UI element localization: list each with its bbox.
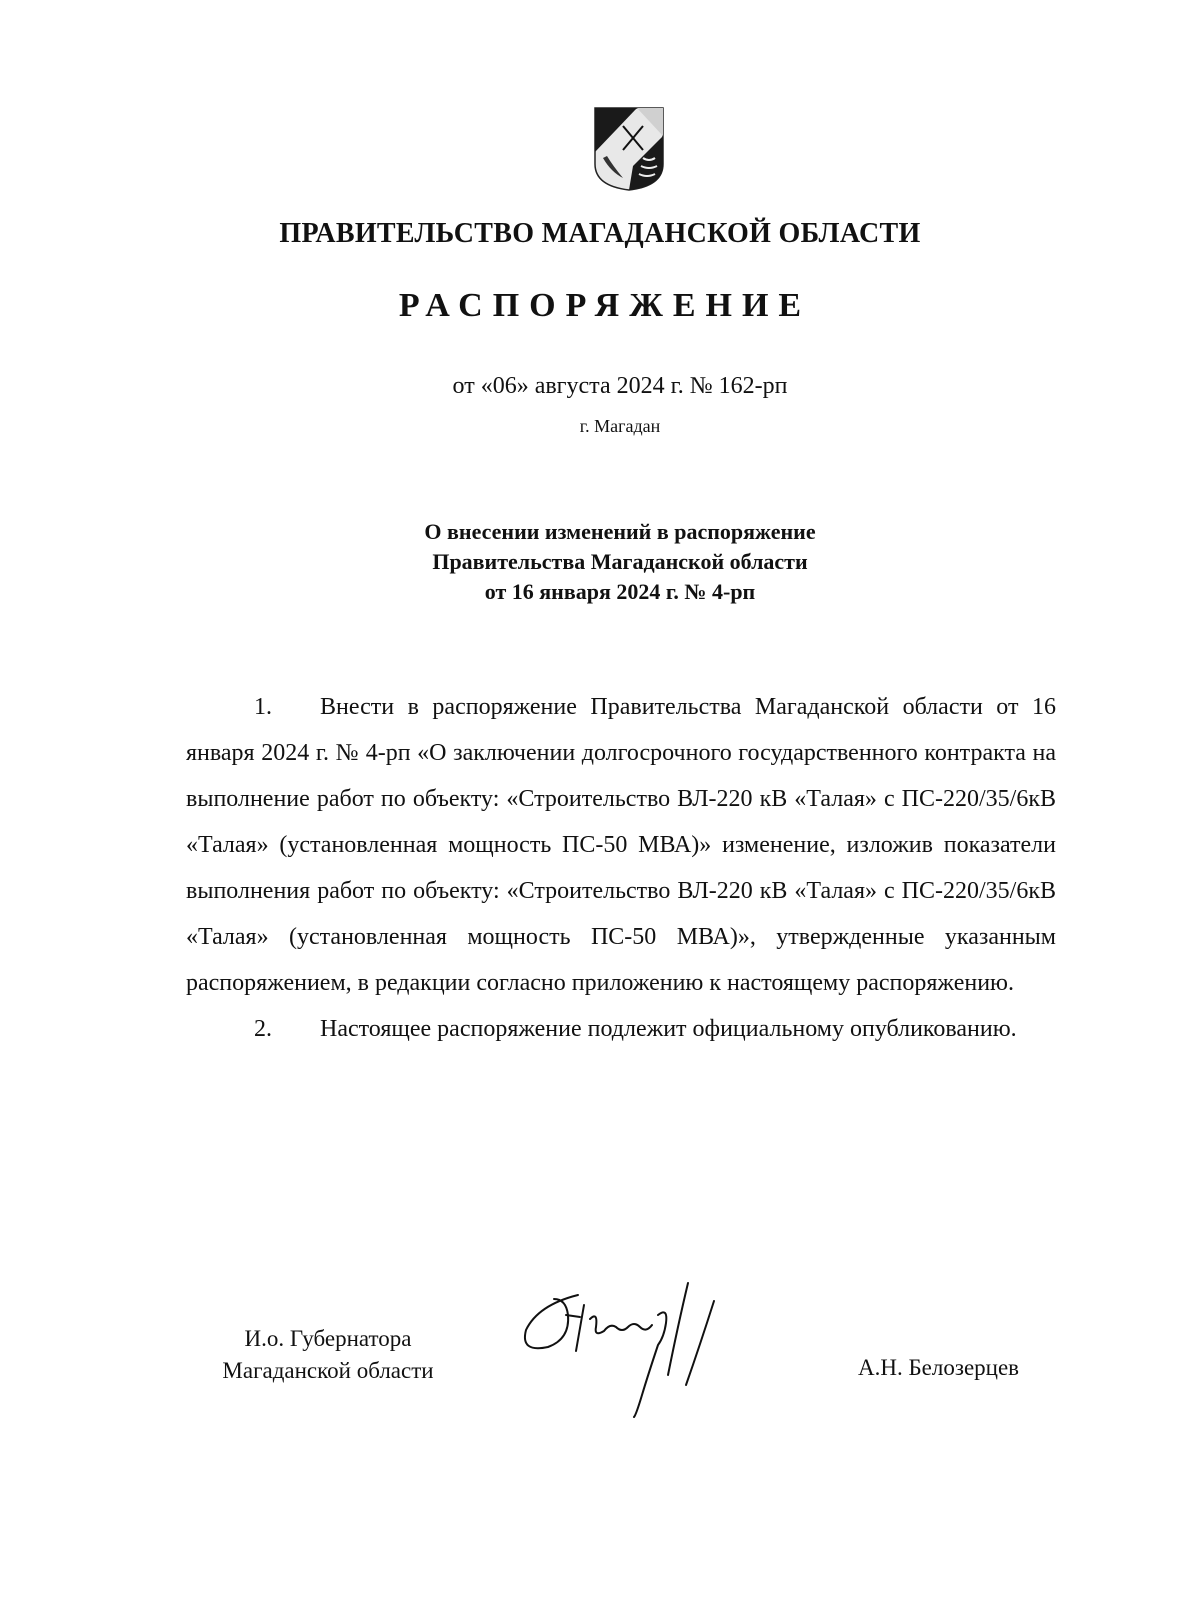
subject-line-3: от 16 января 2024 г. № 4-рп xyxy=(484,579,756,604)
paragraph-1-number: 1. xyxy=(254,694,272,720)
document-subject xyxy=(0,517,1200,607)
subject-line-2: Правительства Магаданской области xyxy=(432,549,808,574)
signatory-role xyxy=(188,1323,468,1387)
document-body xyxy=(186,684,1056,1052)
paragraph-2 xyxy=(186,1006,1056,1052)
signatory-name: А.Н. Белозерцев xyxy=(858,1355,1020,1380)
signatory-role-line-2: Магаданской области xyxy=(222,1358,434,1383)
paragraph-1-text: Внести в распоряжение Правительства Магаданской области от 16 января 2024 г. № 4-рп «О заключении долгосрочного государственного контракта на выполнение работ по объекту: «Строительство ВЛ-220 кВ «Талая» с ПС-220/35/6кВ «Талая» (установленная мощность ПС-50 МВА)» изменение, изложив показатели выполнения работ по объекту: «Строительство ВЛ-220 кВ «Талая» с ПС-220/35/6кВ «Талая» (установленная мощность ПС-50 МВА)», утвержденные указанным распоряжением, в редакции согласно приложению к настоящему распоряжению. xyxy=(186,694,1056,996)
document-type-heading: РАСПОРЯЖЕНИЕ xyxy=(398,287,812,324)
coat-of-arms-icon xyxy=(593,106,665,192)
date-number-line: от «06» августа 2024 г. № 162-рп xyxy=(452,373,788,399)
subject-line-1: О внесении изменений в распоряжение xyxy=(424,519,816,544)
city-line: г. Магадан xyxy=(579,416,661,436)
handwritten-signature xyxy=(518,1275,758,1425)
paragraph-2-text: Настоящее распоряжение подлежит официальному опубликованию. xyxy=(320,1016,1017,1042)
signatory-role-line-1: И.о. Губернатора xyxy=(244,1326,412,1351)
paragraph-2-number: 2. xyxy=(254,1016,272,1042)
organization-title: ПРАВИТЕЛЬСТВО МАГАДАНСКОЙ ОБЛАСТИ xyxy=(279,218,921,249)
paragraph-1 xyxy=(186,684,1056,1006)
